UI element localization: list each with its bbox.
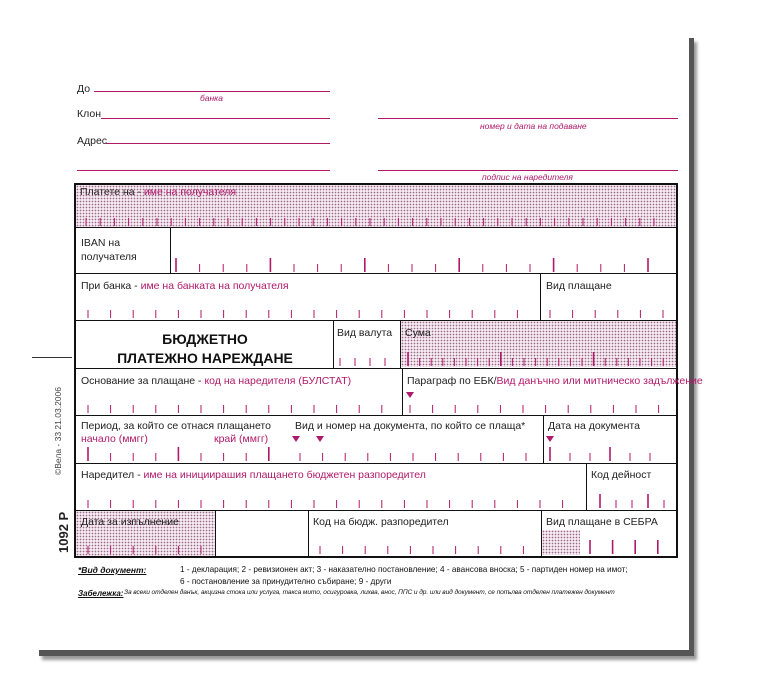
- period-start-hint: начало (ммгг): [81, 433, 148, 445]
- number-date-hint: номер и дата на подаване: [480, 121, 587, 131]
- paragraph-label: Параграф по ЕБК/Вид данъчно или митническо задължение: [407, 375, 703, 387]
- bank-hint: банка: [200, 93, 223, 103]
- payer-label: Наредител - име на инициирашия плащането бюджетен разпоредител: [81, 469, 426, 481]
- pay-to-label: Платете на - име на получателя: [80, 186, 237, 198]
- address-label: Адрес: [77, 135, 108, 147]
- period-label: Период, за който се отнася плащането: [81, 420, 271, 432]
- iban-label-1: IBAN на: [81, 237, 121, 249]
- currency-label: Вид валута: [337, 327, 393, 339]
- doc-types-line-2: 6 - постановление за принудително събиране; 9 - други: [180, 577, 392, 586]
- exec-date-label: Дата за изпълнение: [81, 516, 179, 528]
- form-code: 1092 P: [56, 511, 71, 553]
- doc-date-label: Дата на документа: [548, 420, 640, 432]
- period-end-hint: край (ммгг): [214, 433, 269, 445]
- doc-type-footnote-title: *Вид документ:: [78, 565, 147, 575]
- budget-code-label: Код на бюдж. разпоредител: [313, 516, 449, 528]
- branch-label: Клон: [77, 108, 101, 120]
- iban-label-2: получателя: [81, 251, 137, 263]
- payment-type-label: Вид плащане: [546, 280, 612, 292]
- basis-label: Основание за плащане - код на наредителя (БУЛСТАТ): [81, 375, 352, 387]
- amount-label: Сума: [405, 327, 431, 339]
- doc-type-label: Вид и номер на документа, по който се плаща*: [295, 420, 526, 432]
- to-label: До: [77, 83, 91, 95]
- sebra-label: Вид плащане в СЕБРА: [546, 516, 658, 528]
- signature-hint: подпис на наредителя: [482, 172, 573, 182]
- print-info: ©Вела - 33 21.03.2006: [53, 387, 63, 475]
- payer-code-label: Код дейност: [591, 469, 652, 481]
- remark-text: За всеки отделен данък, акцизна стока или услуга, такса мито, осигуровка, лихва, внос, ППС и др. или вид документ, се попълва отделен платежен документ: [124, 589, 615, 596]
- bank-label: При банка - име на банката на получателя: [81, 280, 289, 292]
- doc-types-line-1: 1 - декларация; 2 - ревизионен акт; 3 - наказателно постановление; 4 - авансова вноска; 5 - партиден номер на имот;: [180, 565, 628, 574]
- form-title: БЮДЖЕТНО ПЛАТЕЖНО НАРЕЖДАНЕ: [117, 331, 293, 366]
- remark-title: Забележка:: [78, 589, 124, 598]
